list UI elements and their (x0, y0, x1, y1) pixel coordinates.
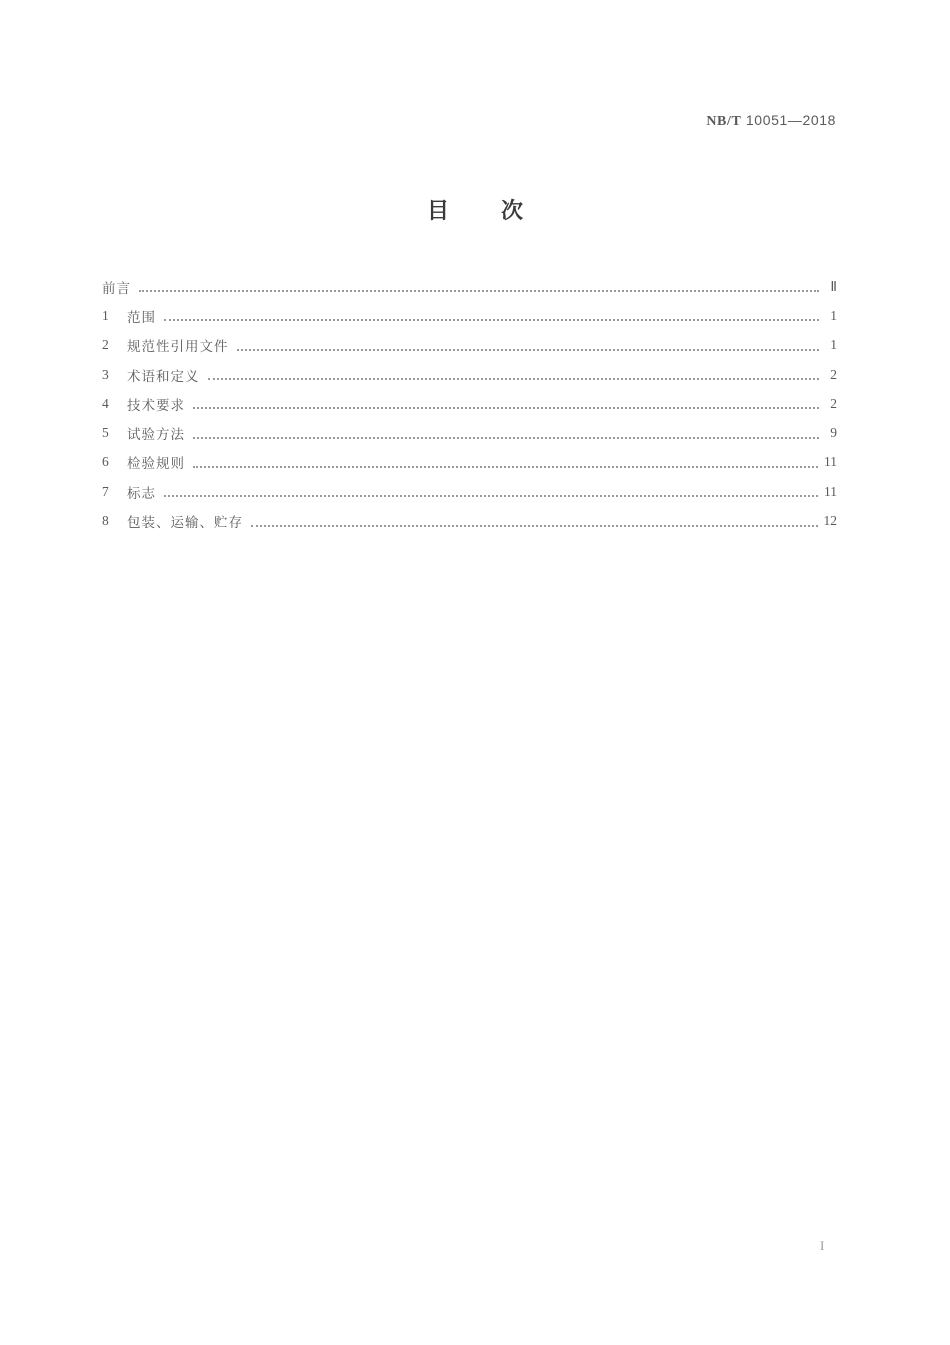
standard-number: 10051—2018 (745, 112, 836, 128)
standard-prefix: NB/T (706, 114, 742, 129)
toc-entry-page: 11 (824, 454, 837, 470)
toc-entry-number: 1 (102, 307, 109, 323)
standard-code (706, 112, 836, 130)
toc-entry-page: Ⅱ (830, 278, 837, 294)
toc-entry-label: 技术要求 (127, 397, 185, 414)
toc-entry-page: 12 (823, 513, 837, 529)
toc-entry-inspection-rules[interactable] (102, 448, 837, 477)
toc-entry-page: 9 (830, 425, 837, 441)
toc-entry-page: 2 (830, 395, 837, 411)
toc-entry-label: 前言 (102, 280, 131, 297)
toc-entry-label: 检验规则 (127, 456, 185, 473)
toc-entry-label: 范围 (127, 309, 156, 326)
toc-entry-number: 5 (102, 425, 109, 441)
toc-dot-leader (193, 465, 818, 468)
toc-entry-label: 规范性引用文件 (127, 339, 229, 356)
toc-entry-normative-references[interactable] (102, 331, 837, 360)
toc-entry-scope[interactable] (102, 301, 837, 330)
toc-dot-leader (193, 436, 819, 439)
toc-entry-page: 11 (824, 483, 837, 499)
toc-entry-label: 包装、运输、贮存 (127, 515, 243, 532)
toc-entry-test-methods[interactable] (102, 418, 837, 447)
toc-entry-label: 试验方法 (127, 427, 185, 444)
toc-entry-terms-definitions[interactable] (102, 360, 837, 389)
toc-dot-leader (164, 318, 819, 321)
toc-entry-number: 6 (102, 454, 109, 470)
toc-entry-foreword[interactable] (102, 272, 837, 301)
page-title: 目次 (426, 199, 575, 224)
page-number: I (820, 1238, 825, 1253)
toc-entry-number: 4 (102, 395, 109, 411)
toc-entry-page: 1 (830, 337, 837, 353)
toc-entry-label: 标志 (127, 485, 156, 502)
toc-dot-leader (237, 348, 820, 351)
toc-entry-marking[interactable] (102, 477, 837, 506)
toc-entry-page: 2 (830, 366, 837, 382)
toc-entry-number: 8 (102, 513, 109, 529)
toc-entry-technical-requirements[interactable] (102, 389, 837, 418)
toc-entry-number: 2 (102, 337, 109, 353)
toc-dot-leader (164, 494, 818, 497)
toc-entry-packaging-transport-storage[interactable] (102, 506, 837, 535)
toc-dot-leader (208, 377, 820, 380)
toc-entry-page: 1 (830, 307, 837, 323)
toc-entry-number: 3 (102, 366, 109, 382)
toc-entry-number: 7 (102, 483, 109, 499)
toc-dot-leader (139, 289, 819, 292)
toc-dot-leader (251, 524, 818, 527)
table-of-contents (102, 272, 837, 536)
toc-entry-label: 术语和定义 (127, 368, 200, 385)
toc-dot-leader (193, 406, 819, 409)
